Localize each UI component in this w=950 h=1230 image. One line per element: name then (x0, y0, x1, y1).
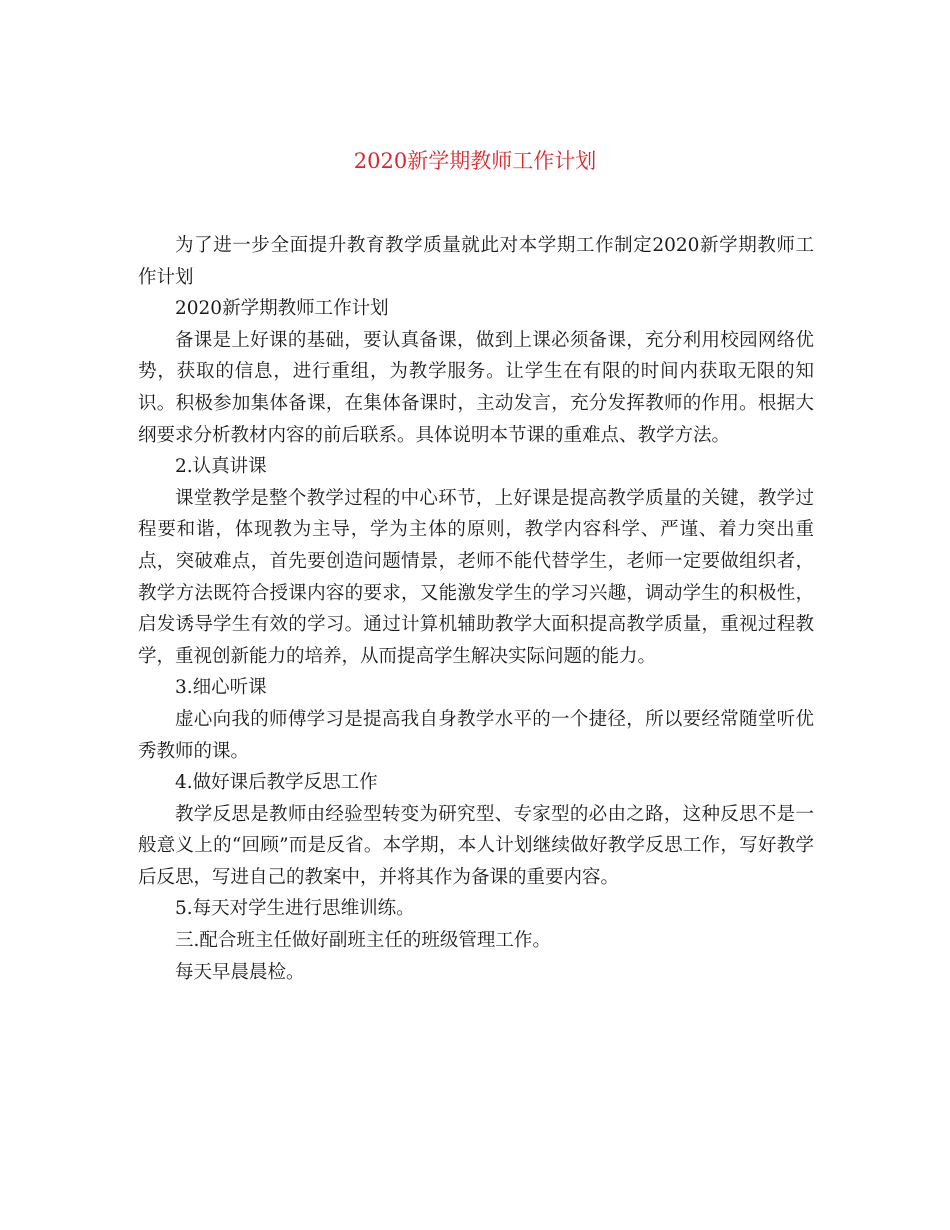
intro-paragraph: 为了进一步全面提升教育教学质量就此对本学期工作制定2020新学期教师工作计划 (138, 235, 814, 288)
document-title: 2020新学期教师工作计划 (353, 149, 597, 173)
document-body (138, 230, 814, 988)
teaching-paragraph: 课堂教学是整个教学过程的中心环节，上好课是提高教学质量的关键，教学过程要和谐，体现教为主导，学为主体的原则，教学内容科学、严谨、着力突出重点，突破难点，首先要创造问题情景，老师不能代替学生，老师一定要做组织者，教学方法既符合授课内容的要求，又能激发学生的学习兴趣，调动学生的积极性，启发诱导学生有效的学习。通过计算机辅助教学大面积提高教学质量，重视过程教学，重视创新能力的培养，从而提高学生解决实际问题的能力。 (138, 487, 814, 667)
section-heading-reflection: 4.做好课后教学反思工作 (175, 772, 378, 794)
section-heading-listening: 3.细心听课 (175, 677, 267, 699)
morning-check-paragraph: 每天早晨晨检。 (175, 961, 305, 983)
subtitle-paragraph: 2020新学期教师工作计划 (175, 298, 389, 320)
listening-paragraph: 虚心向我的师傅学习是提高我自身教学水平的一个捷径，所以要经常随堂听优秀教师的课。 (138, 708, 814, 762)
section-heading-class-management: 三.配合班主任做好副班主任的班级管理工作。 (175, 930, 551, 952)
lesson-prep-paragraph: 备课是上好课的基础，要认真备课，做到上课必须备课，充分利用校园网络优势，获取的信息，进行重组，为教学服务。让学生在有限的时间内获取无限的知识。积极参加集体备课，在集体备课时，主动发言，充分发挥教师的作用。根据大纲要求分析教材内容的前后联系。具体说明本节课的重难点、教学方法。 (138, 329, 814, 446)
section-heading-thinking-training: 5.每天对学生进行思维训练。 (175, 898, 415, 920)
section-heading-teaching: 2.认真讲课 (175, 456, 267, 478)
reflection-paragraph: 教学反思是教师由经验型转变为研究型、专家型的必由之路，这种反思不是一般意义上的“回顾”而是反省。本学期，本人计划继续做好教学反思工作，写好教学后反思，写进自己的教案中，并将其作为备课的重要内容。 (138, 803, 814, 888)
